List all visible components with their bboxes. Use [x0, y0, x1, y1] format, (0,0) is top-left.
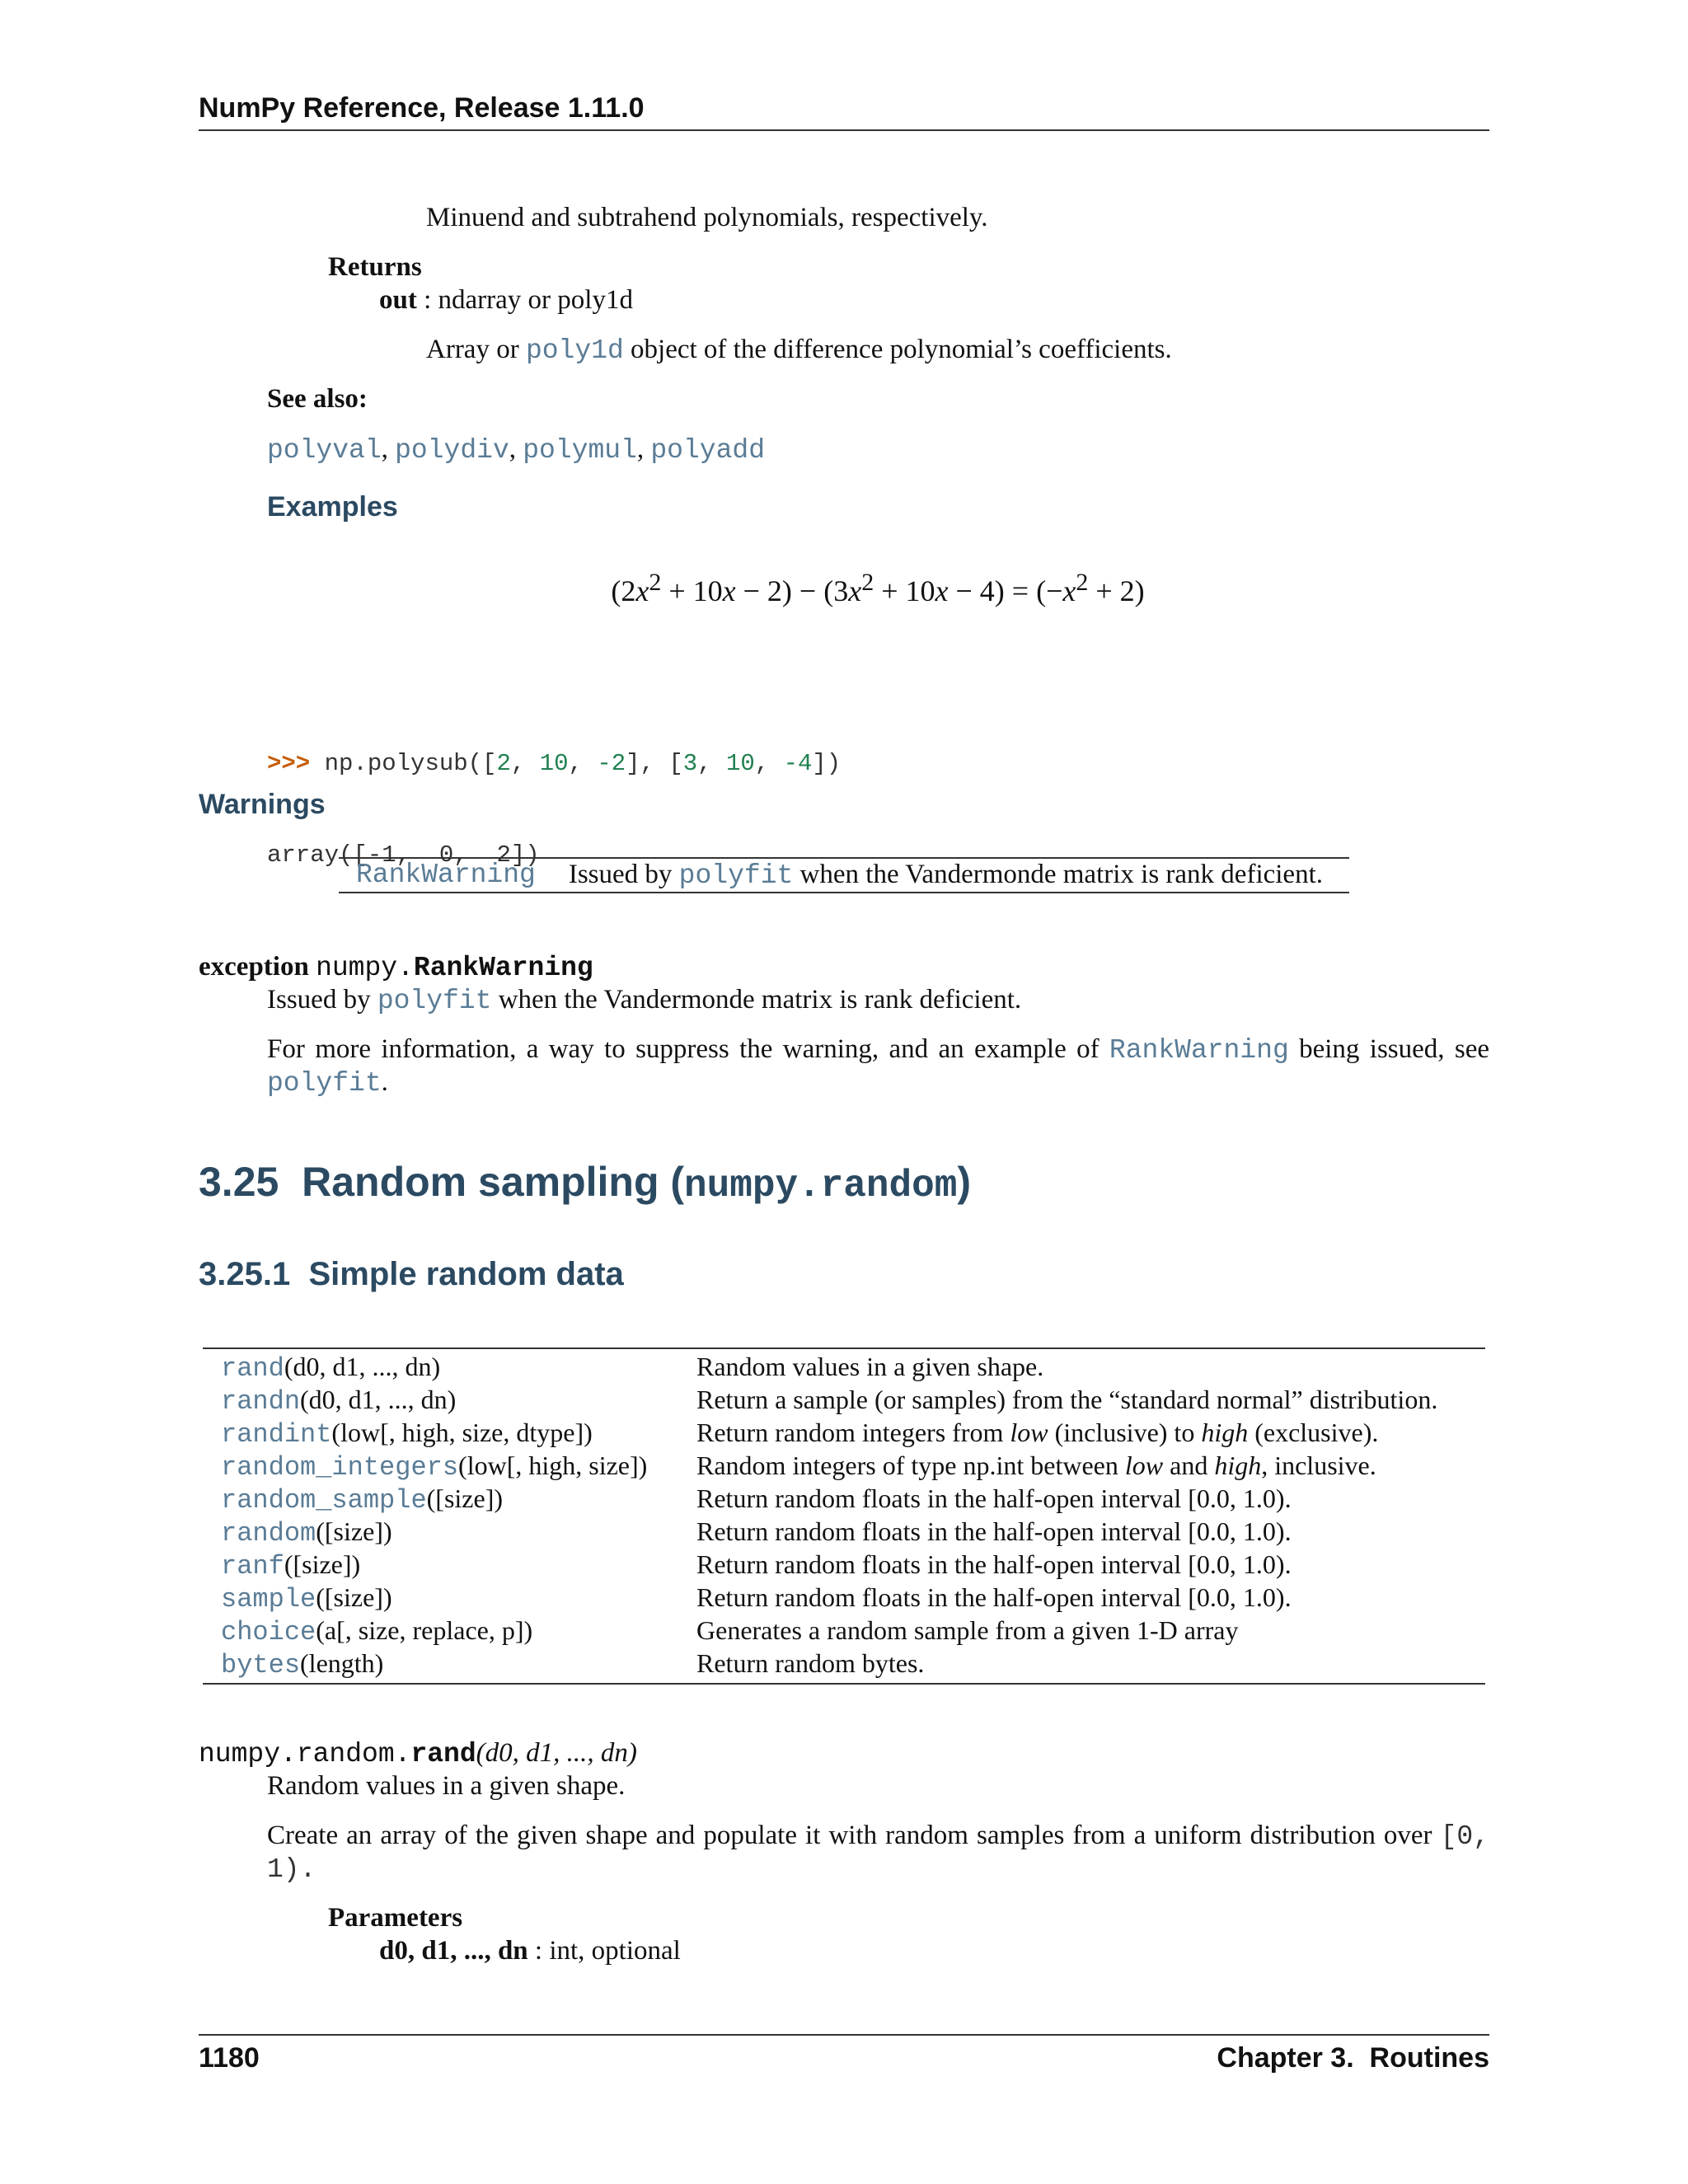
- table-row: [203, 1614, 1485, 1647]
- see-also-label: See also:: [267, 384, 368, 414]
- random-integers-args: (low[, high, size]): [458, 1451, 648, 1480]
- exception-desc1: [267, 983, 1021, 1018]
- chapter-label: Chapter 3. Routines: [1217, 2042, 1489, 2074]
- parameters-label: Parameters: [328, 1903, 463, 1933]
- summary-table: [203, 1347, 1485, 1685]
- rand-signature: [199, 1736, 637, 1771]
- random-link[interactable]: random: [221, 1518, 316, 1549]
- poly1d-link[interactable]: poly1d: [525, 335, 624, 366]
- rand-param-type: int, optional: [549, 1936, 681, 1966]
- ranf-desc: Return random floats in the half-open interval [0.0, 1.0).: [696, 1549, 1292, 1579]
- ranf-args: ([size]): [284, 1549, 361, 1579]
- rand-long-desc-line2: [267, 1852, 316, 1886]
- warnings-table: [339, 857, 1349, 893]
- examples-heading: Examples: [267, 491, 398, 523]
- polyfit-link[interactable]: polyfit: [678, 860, 794, 891]
- equation: $(2x^2 + 10x - 2) - (3x^2 + 10x - 4) = (-x^2 + 2)$: [611, 569, 1145, 607]
- polyval-link[interactable]: polyval: [267, 435, 382, 466]
- warnings-desc-post: when the Vandermonde matrix is rank deficient.: [793, 860, 1323, 889]
- rand-param-name: d0, d1, ..., dn: [379, 1936, 528, 1966]
- returns-sep: :: [416, 285, 438, 315]
- rand-long-pre: Create an array of the given shape and populate it with random samples from a uniform distribution over: [267, 1821, 1432, 1850]
- exception-signature: [199, 950, 593, 985]
- rand-long-desc-line1: [267, 1819, 1489, 1854]
- random-sample-desc: Return random floats in the half-open interval [0.0, 1.0).: [696, 1483, 1292, 1513]
- random-integers-desc-text: [1376, 1449, 1377, 1450]
- bytes-link[interactable]: bytes: [221, 1650, 301, 1680]
- rand-param: [379, 1934, 681, 1967]
- random-integers-desc: Random integers of type np.int between low and high, inclusive.: [696, 1451, 1376, 1480]
- rand-desc: Random values in a given shape.: [696, 1352, 1044, 1381]
- exception-desc1-pre: Issued by: [267, 985, 377, 1015]
- exception-desc2-line2: [267, 1066, 388, 1100]
- exception-desc1-post: when the Vandermonde matrix is rank deficient.: [491, 985, 1022, 1015]
- see-also-links: polyval, polydiv, polymul, polyadd: [267, 434, 765, 466]
- rand-sig: (d0, d1, ..., dn): [476, 1738, 637, 1768]
- returns-desc-post: object of the difference polynomial’s coefficients.: [623, 335, 1172, 364]
- rankwarning-link[interactable]: RankWarning: [356, 860, 536, 890]
- running-header: NumPy Reference, Release 1.11.0: [199, 92, 645, 124]
- rand-link[interactable]: rand: [221, 1353, 284, 1384]
- page-number: 1180: [199, 2042, 260, 2074]
- table-row: [203, 1383, 1485, 1416]
- returns-type: ndarray or poly1d: [438, 285, 633, 315]
- random-args: ([size]): [316, 1516, 392, 1546]
- polyfit-link-2[interactable]: polyfit: [377, 986, 492, 1016]
- exception-desc2-post: .: [381, 1067, 388, 1097]
- section-title: Random sampling (: [302, 1159, 685, 1205]
- table-row: [203, 1350, 1485, 1383]
- table-row: [203, 1548, 1485, 1581]
- code-input: np.polysub([2, 10, -2], [3, 10, -4]): [310, 750, 842, 777]
- subsection-title: Simple random data: [308, 1256, 624, 1292]
- randn-desc: Return a sample (or samples) from the “standard normal” distribution.: [696, 1385, 1438, 1414]
- choice-desc: Generates a random sample from a given 1-D array: [696, 1615, 1239, 1645]
- randint-args: (low[, high, size, dtype]): [331, 1418, 593, 1447]
- sample-link[interactable]: sample: [221, 1584, 316, 1615]
- footer-rule: [199, 2034, 1489, 2036]
- table-row: [203, 1482, 1485, 1515]
- rand-param-sep: :: [528, 1936, 550, 1966]
- returns-description: [426, 333, 1172, 368]
- randint-desc: Return random integers from low (inclusive) to high (exclusive).: [696, 1418, 1379, 1447]
- exception-name: RankWarning: [413, 953, 593, 983]
- rand-args: (d0, d1, ..., dn): [284, 1352, 441, 1381]
- returns-entry: [379, 284, 633, 316]
- rand-name: rand: [410, 1739, 476, 1769]
- table-row: [203, 1449, 1485, 1482]
- choice-args: (a[, size, replace, p]): [316, 1615, 533, 1645]
- section-close: ): [957, 1159, 971, 1205]
- random-sample-args: ([size]): [426, 1483, 504, 1513]
- rand-short-desc: Random values in a given shape.: [267, 1771, 626, 1801]
- polydiv-link[interactable]: polydiv: [395, 435, 509, 466]
- returns-label: Returns: [328, 252, 422, 282]
- bytes-desc: Return random bytes.: [696, 1648, 925, 1678]
- warnings-desc: [569, 858, 1323, 893]
- exception-desc2-line1: [267, 1033, 1489, 1067]
- rand-module: numpy.random.: [199, 1739, 411, 1769]
- returns-name: out: [379, 285, 417, 315]
- returns-desc-pre: Array or: [426, 335, 526, 364]
- warnings-desc-pre: Issued by: [568, 860, 679, 889]
- polyadd-link[interactable]: polyadd: [650, 435, 765, 466]
- header-rule: [199, 129, 1489, 131]
- section-number: 3.25: [199, 1159, 279, 1205]
- random-integers-link[interactable]: random_integers: [221, 1452, 459, 1483]
- table-row: [203, 1416, 1485, 1449]
- sample-desc: Return random floats in the half-open interval [0.0, 1.0).: [696, 1582, 1292, 1612]
- warnings-heading: Warnings: [199, 789, 326, 820]
- random-sample-link[interactable]: random_sample: [221, 1485, 427, 1516]
- rand-long-code1: [0,: [1440, 1821, 1490, 1852]
- choice-link[interactable]: choice: [221, 1617, 316, 1647]
- randint-link[interactable]: randint: [221, 1419, 332, 1450]
- exception-desc2-pre: For more information, a way to suppress the warning, and an example of: [267, 1034, 1109, 1064]
- bytes-args: (length): [300, 1648, 384, 1678]
- random-desc: Return random floats in the half-open interval [0.0, 1.0).: [696, 1516, 1292, 1546]
- warnings-row: [339, 859, 1349, 892]
- exception-module: numpy.: [316, 953, 414, 983]
- exception-desc2-mid: being issued, see: [1288, 1034, 1490, 1064]
- table-row: [203, 1515, 1485, 1548]
- subsection-number: 3.25.1: [199, 1256, 291, 1292]
- section-heading: [199, 1158, 971, 1207]
- code-line-1: [267, 748, 841, 779]
- polyfit-link-3[interactable]: polyfit: [267, 1068, 382, 1099]
- subsection-heading: [199, 1256, 624, 1293]
- section-code: numpy.random: [684, 1165, 958, 1207]
- code-line-2: array([-1, 0, 2]): [267, 841, 540, 869]
- randint-desc-text: [1378, 1416, 1379, 1417]
- rankwarning-link-2[interactable]: RankWarning: [1109, 1035, 1289, 1066]
- code-prompt: >>>: [267, 750, 311, 777]
- param-description: Minuend and subtrahend polynomials, respectively.: [426, 203, 988, 232]
- polymul-link[interactable]: polymul: [523, 435, 637, 466]
- randn-link[interactable]: randn: [221, 1386, 301, 1417]
- exception-keyword: exception: [199, 952, 309, 982]
- randn-args: (d0, d1, ..., dn): [300, 1385, 457, 1414]
- table-row: [203, 1647, 1485, 1680]
- ranf-link[interactable]: ranf: [221, 1551, 284, 1582]
- rand-long-code2: 1).: [267, 1854, 316, 1885]
- table-row: [203, 1581, 1485, 1614]
- sample-args: ([size]): [316, 1582, 392, 1612]
